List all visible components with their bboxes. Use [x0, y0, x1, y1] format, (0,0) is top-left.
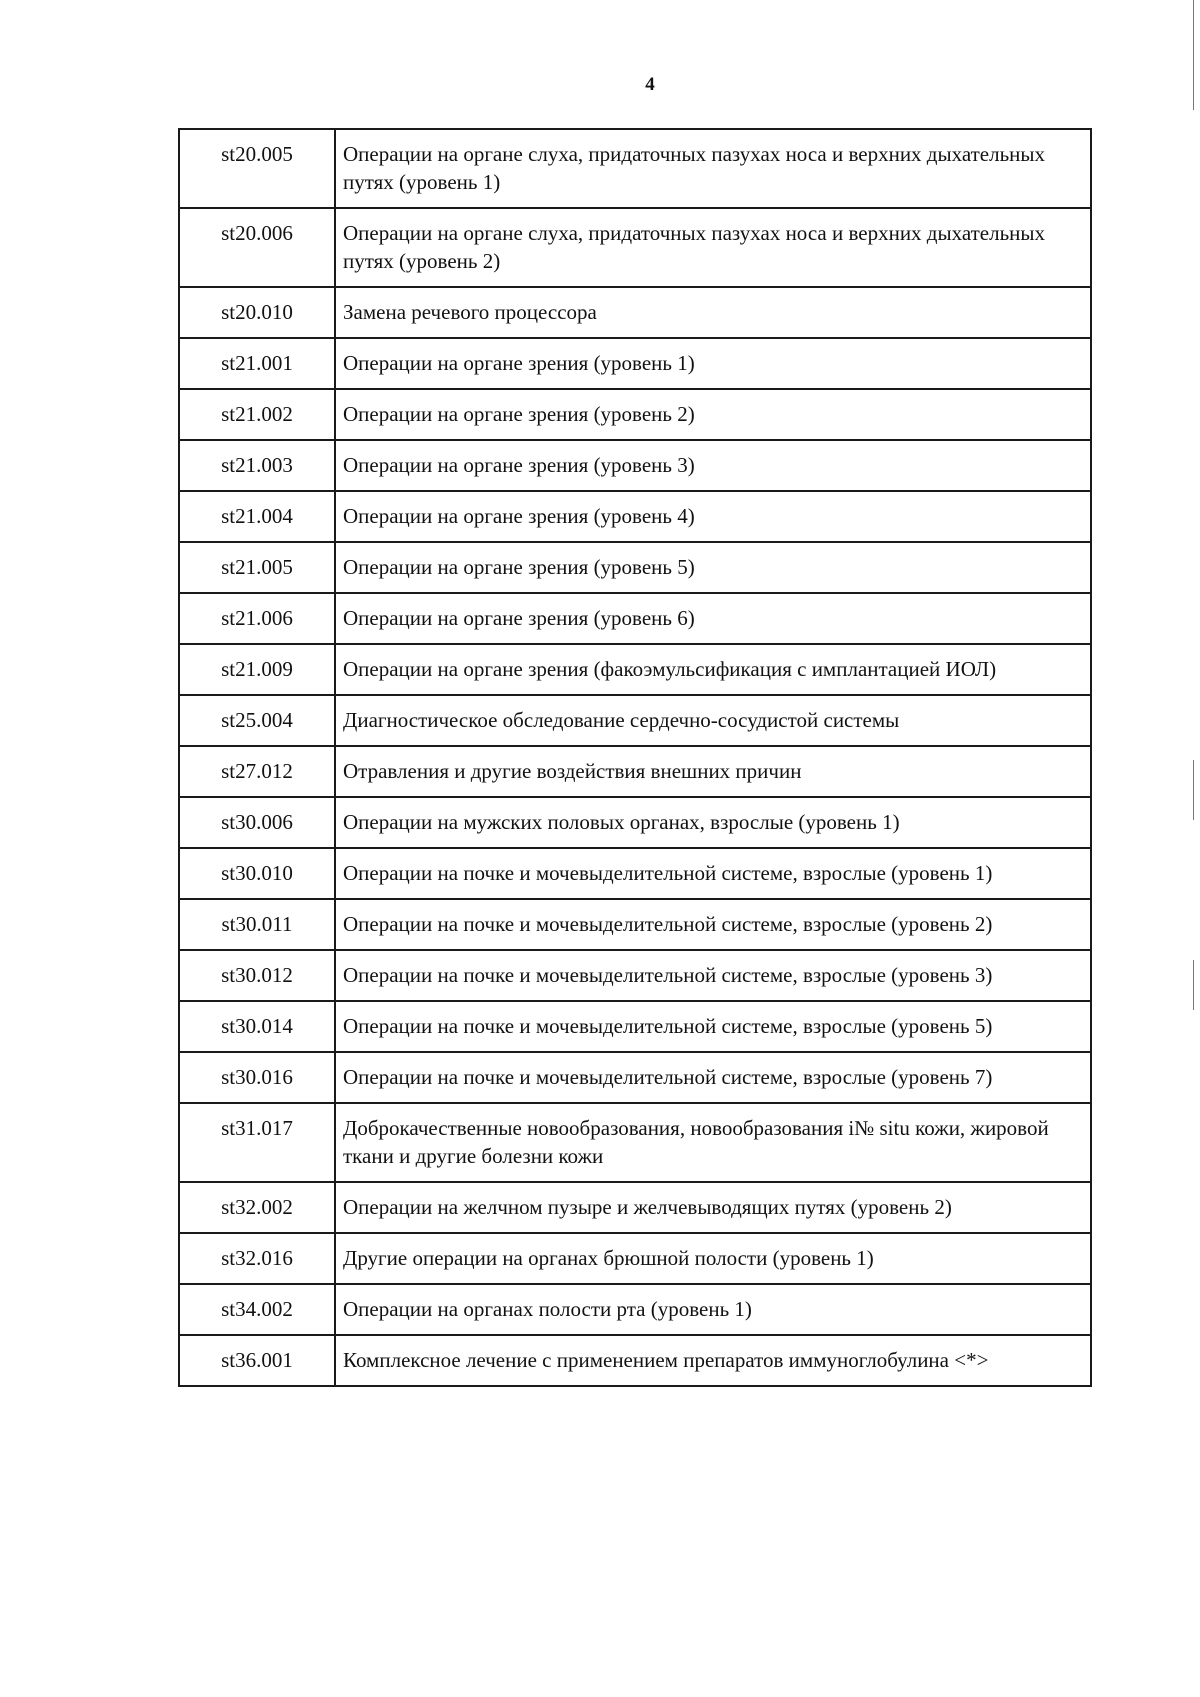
table-body — [179, 129, 1091, 1386]
table-row — [179, 1103, 1091, 1182]
code-cell: st34.002 — [179, 1284, 335, 1335]
code-cell: st32.016 — [179, 1233, 335, 1284]
code-cell: st20.006 — [179, 208, 335, 287]
table-row — [179, 899, 1091, 950]
description-cell: Диагностическое обследование сердечно-сосудистой системы — [335, 695, 1091, 746]
table-row — [179, 1335, 1091, 1386]
description-cell: Операции на мужских половых органах, взрослые (уровень 1) — [335, 797, 1091, 848]
description-cell: Операции на органе зрения (уровень 5) — [335, 542, 1091, 593]
table-row — [179, 950, 1091, 1001]
code-cell: st25.004 — [179, 695, 335, 746]
code-cell: st30.012 — [179, 950, 335, 1001]
code-cell: st21.005 — [179, 542, 335, 593]
table-row — [179, 129, 1091, 208]
description-cell: Операции на почке и мочевыделительной системе, взрослые (уровень 7) — [335, 1052, 1091, 1103]
code-cell: st30.016 — [179, 1052, 335, 1103]
description-cell: Операции на органе зрения (уровень 3) — [335, 440, 1091, 491]
description-cell: Операции на органе слуха, придаточных пазухах носа и верхних дыхательных путях (уровень 1) — [335, 129, 1091, 208]
table-row — [179, 644, 1091, 695]
description-cell: Операции на органе зрения (уровень 2) — [335, 389, 1091, 440]
scan-edge-mark — [1193, 0, 1194, 110]
code-cell: st30.011 — [179, 899, 335, 950]
description-cell: Операции на органе зрения (уровень 1) — [335, 338, 1091, 389]
table-row — [179, 287, 1091, 338]
description-cell: Комплексное лечение с применением препаратов иммуноглобулина <*> — [335, 1335, 1091, 1386]
description-cell: Другие операции на органах брюшной полости (уровень 1) — [335, 1233, 1091, 1284]
table-row — [179, 208, 1091, 287]
code-cell: st20.010 — [179, 287, 335, 338]
code-cell: st20.005 — [179, 129, 335, 208]
description-cell: Операции на органе слуха, придаточных пазухах носа и верхних дыхательных путях (уровень 2) — [335, 208, 1091, 287]
table-row — [179, 542, 1091, 593]
code-cell: st30.006 — [179, 797, 335, 848]
table-row — [179, 1052, 1091, 1103]
table-row — [179, 797, 1091, 848]
table-row — [179, 389, 1091, 440]
scan-edge-mark — [1193, 960, 1194, 1010]
code-cell: st21.004 — [179, 491, 335, 542]
code-cell: st21.006 — [179, 593, 335, 644]
description-cell: Операции на органе зрения (уровень 4) — [335, 491, 1091, 542]
code-cell: st21.001 — [179, 338, 335, 389]
table-row — [179, 746, 1091, 797]
code-cell: st30.010 — [179, 848, 335, 899]
table-row — [179, 695, 1091, 746]
description-cell: Операции на почке и мочевыделительной системе, взрослые (уровень 1) — [335, 848, 1091, 899]
code-cell: st21.003 — [179, 440, 335, 491]
scan-edge-mark — [1193, 760, 1194, 820]
table-row — [179, 848, 1091, 899]
description-cell: Операции на органах полости рта (уровень 1) — [335, 1284, 1091, 1335]
description-cell: Операции на почке и мочевыделительной системе, взрослые (уровень 2) — [335, 899, 1091, 950]
code-table — [178, 128, 1092, 1387]
table-row — [179, 1001, 1091, 1052]
code-cell: st32.002 — [179, 1182, 335, 1233]
table-row — [179, 338, 1091, 389]
code-cell: st30.014 — [179, 1001, 335, 1052]
table-row — [179, 1284, 1091, 1335]
description-cell: Операции на органе зрения (уровень 6) — [335, 593, 1091, 644]
code-cell: st31.017 — [179, 1103, 335, 1182]
code-cell: st27.012 — [179, 746, 335, 797]
description-cell: Операции на желчном пузыре и желчевыводящих путях (уровень 2) — [335, 1182, 1091, 1233]
code-cell: st21.002 — [179, 389, 335, 440]
description-cell: Отравления и другие воздействия внешних причин — [335, 746, 1091, 797]
table-row — [179, 440, 1091, 491]
description-cell: Замена речевого процессора — [335, 287, 1091, 338]
code-cell: st36.001 — [179, 1335, 335, 1386]
table-row — [179, 1233, 1091, 1284]
description-cell: Доброкачественные новообразования, новообразования i№ situ кожи, жировой ткани и другие болезни кожи — [335, 1103, 1091, 1182]
page-number: 4 — [645, 74, 655, 95]
table-row — [179, 491, 1091, 542]
description-cell: Операции на почке и мочевыделительной системе, взрослые (уровень 3) — [335, 950, 1091, 1001]
code-cell: st21.009 — [179, 644, 335, 695]
table-row — [179, 593, 1091, 644]
table-row — [179, 1182, 1091, 1233]
description-cell: Операции на органе зрения (факоэмульсификация с имплантацией ИОЛ) — [335, 644, 1091, 695]
description-cell: Операции на почке и мочевыделительной системе, взрослые (уровень 5) — [335, 1001, 1091, 1052]
